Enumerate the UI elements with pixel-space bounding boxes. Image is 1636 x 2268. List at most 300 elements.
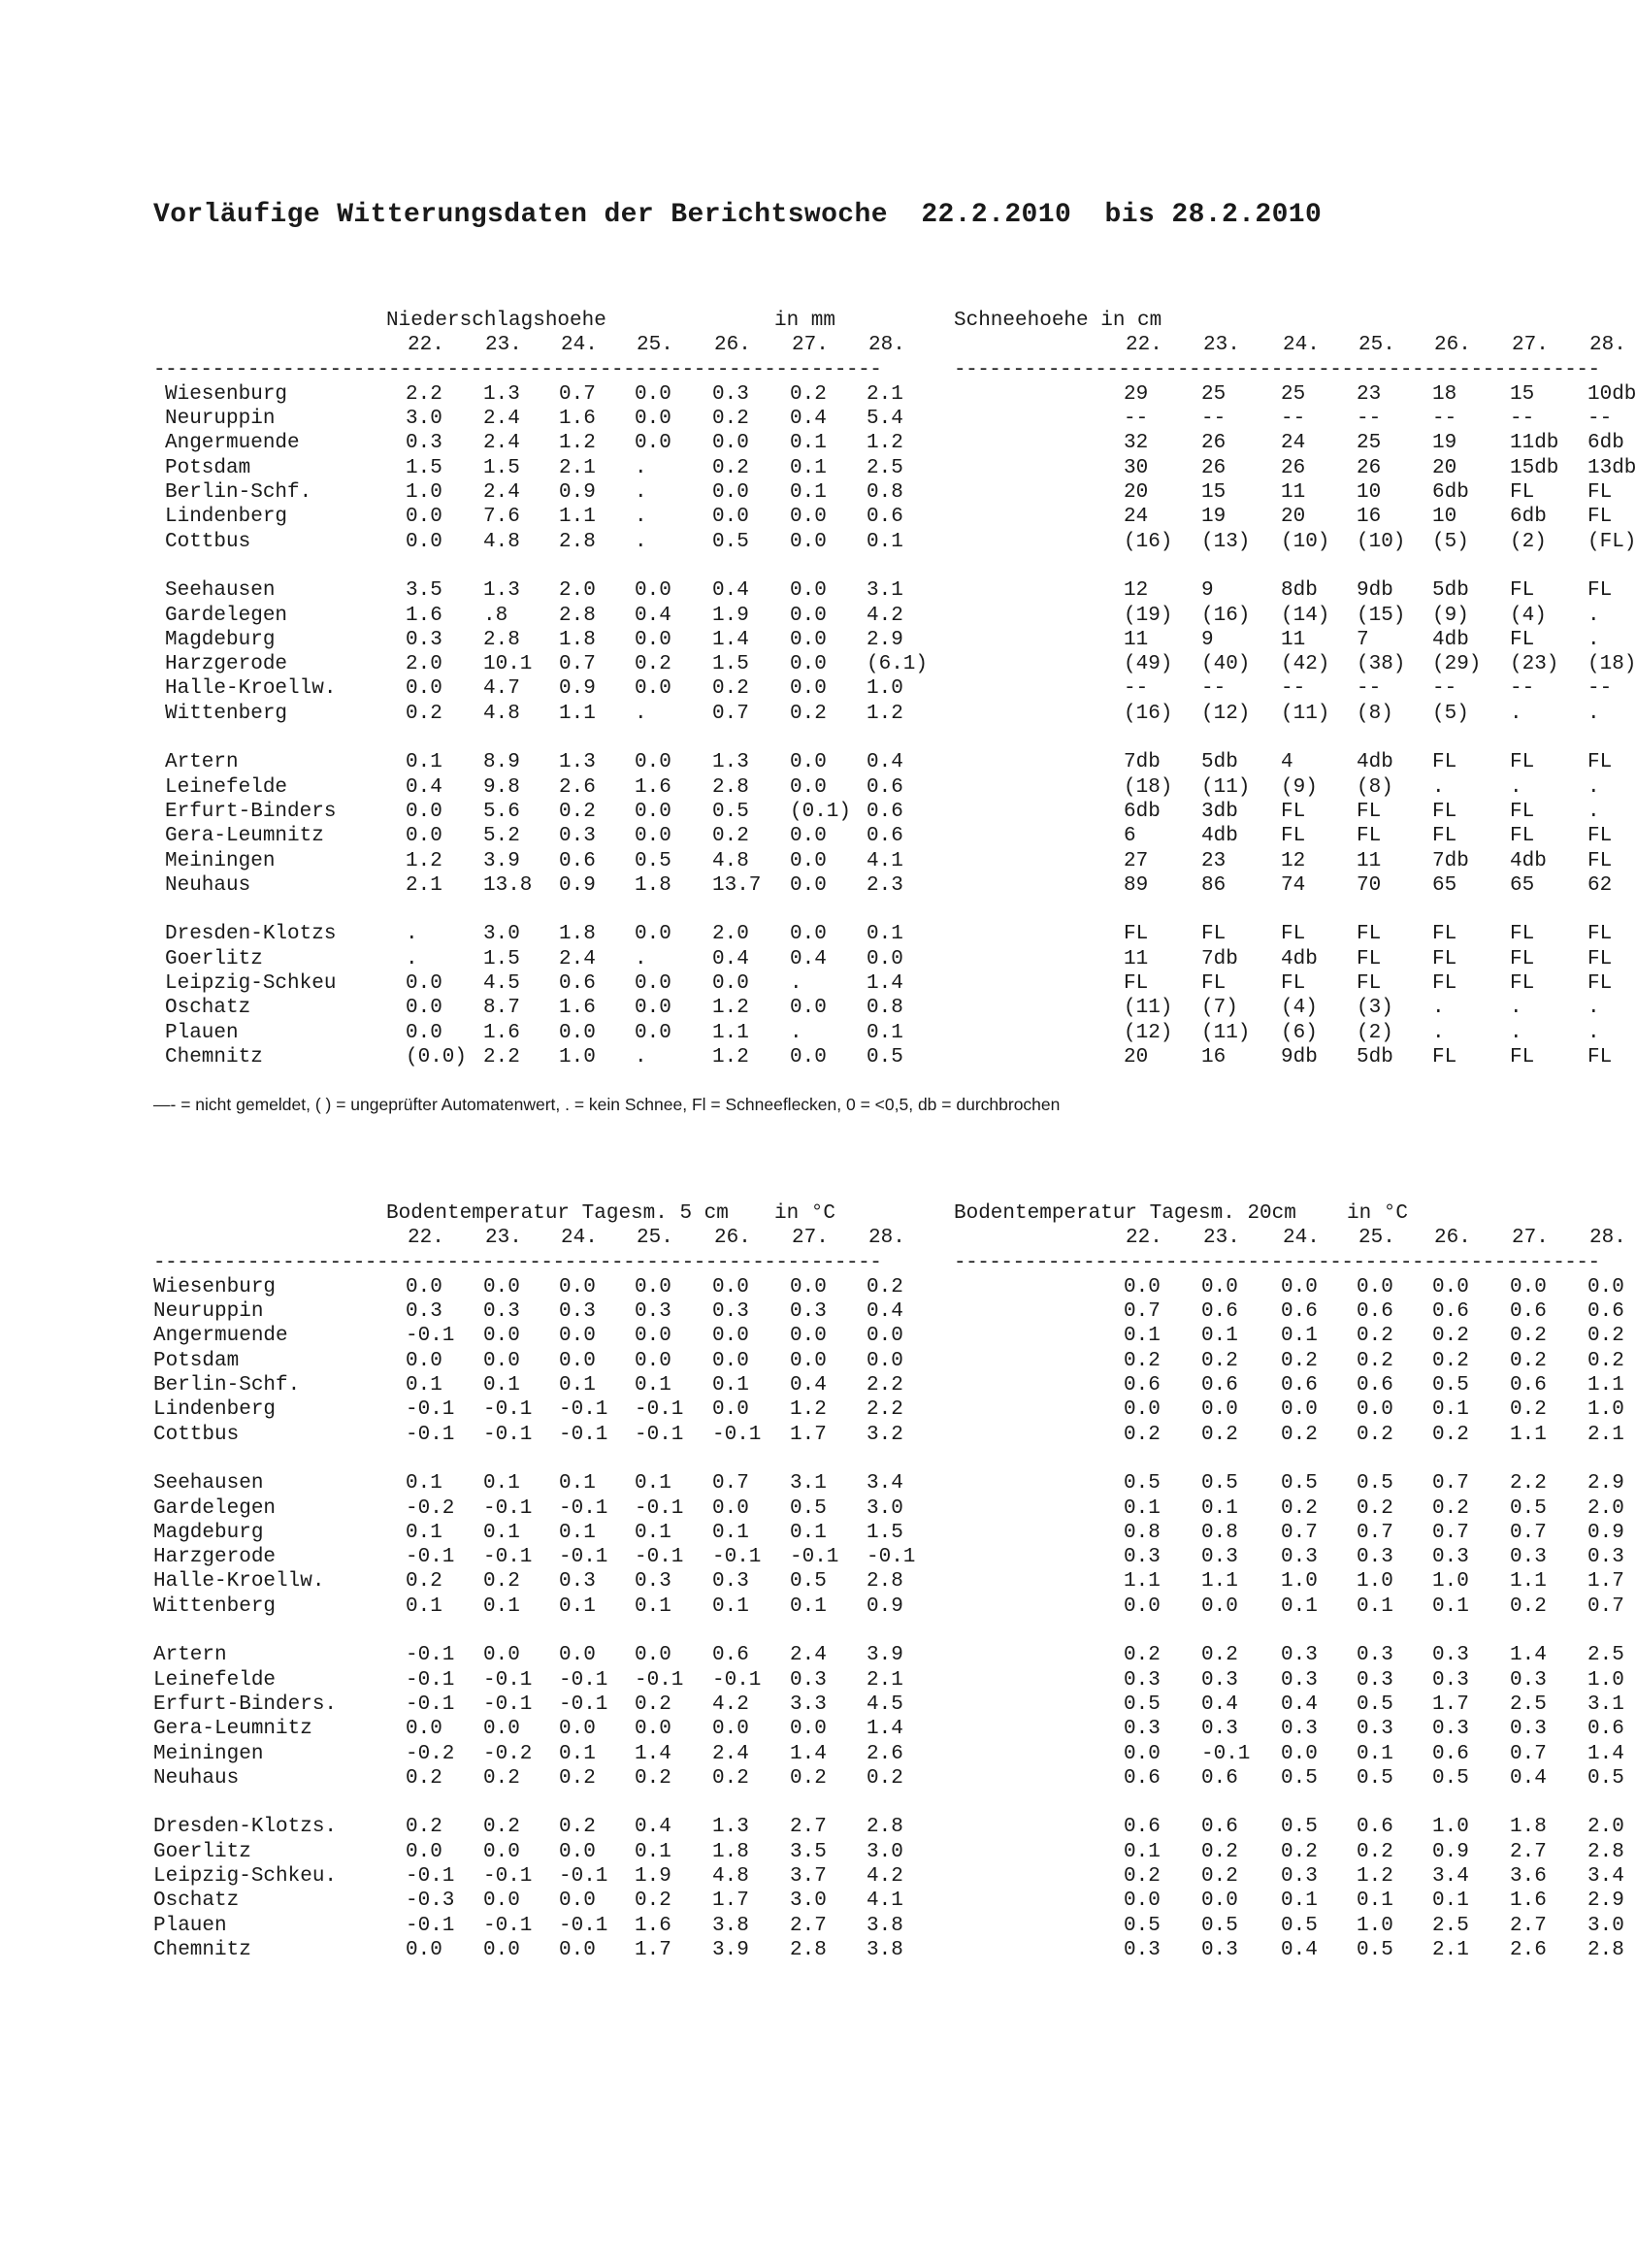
cell-value: 0.3 <box>1281 1644 1318 1667</box>
station-name: Chemnitz <box>165 1045 263 1068</box>
cell-value: 0.0 <box>406 800 442 823</box>
cell-value: (3) <box>1357 997 1393 1020</box>
cell-value: 3.8 <box>867 1914 903 1937</box>
cell-value: 0.1 <box>1201 1325 1238 1348</box>
cell-value: 0.1 <box>867 530 903 553</box>
cell-value: . <box>1510 997 1522 1020</box>
cell-value: . <box>406 923 418 946</box>
cell-value: -- <box>1432 677 1457 701</box>
cell-value: 0.1 <box>635 1594 671 1618</box>
cell-value: 1.1 <box>1201 1570 1238 1594</box>
cell-value: 4db <box>1201 825 1238 848</box>
cell-value: 0.3 <box>1124 1718 1161 1741</box>
cell-value: 0.2 <box>1124 1423 1161 1446</box>
separator-line: ------------------------------------------------------- <box>954 358 1600 381</box>
cell-value: 0.6 <box>1201 1766 1238 1790</box>
cell-value: 0.3 <box>635 1300 671 1324</box>
cell-value: FL <box>1587 849 1613 872</box>
day-label: 23. <box>1203 334 1240 357</box>
cell-value: 2.0 <box>1587 1496 1624 1520</box>
cell-value: 1.2 <box>559 432 596 455</box>
cell-value: 3.5 <box>406 579 442 603</box>
cell-value: -0.2 <box>483 1742 533 1765</box>
cell-value: 0.0 <box>635 579 671 603</box>
cell-value: 65 <box>1432 873 1457 897</box>
cell-value: 0.0 <box>1201 1594 1238 1618</box>
cell-value: 0.5 <box>1587 1766 1624 1790</box>
cell-value: 1.4 <box>1510 1644 1547 1667</box>
cell-value: 0.7 <box>1587 1594 1624 1618</box>
cell-value: 0.0 <box>406 1021 442 1044</box>
cell-value: 0.1 <box>712 1521 749 1544</box>
cell-value: 0.2 <box>1281 1496 1318 1520</box>
cell-value: (5) <box>1432 530 1469 553</box>
cell-value: 3.0 <box>483 923 520 946</box>
cell-value: 19 <box>1432 432 1457 455</box>
cell-value: 11 <box>1124 628 1149 651</box>
cell-value: 0.0 <box>712 972 749 996</box>
cell-value: 1.2 <box>790 1398 827 1422</box>
station-name: Wiesenburg <box>153 1275 277 1298</box>
cell-value: 0.3 <box>483 1300 520 1324</box>
cell-value: 0.8 <box>867 997 903 1020</box>
cell-value: 0.0 <box>1201 1398 1238 1422</box>
cell-value: 1.6 <box>635 775 671 799</box>
cell-value: 3db <box>1201 800 1238 823</box>
cell-value: 0.2 <box>1432 1423 1469 1446</box>
cell-value: 0.7 <box>1281 1521 1318 1544</box>
cell-value: 25 <box>1357 432 1382 455</box>
cell-value: 0.0 <box>712 1496 749 1520</box>
station-name: Neuhaus <box>165 873 251 897</box>
cell-value: 1.3 <box>483 382 520 406</box>
cell-value: 4db <box>1432 628 1469 651</box>
cell-value: 0.4 <box>406 775 442 799</box>
cell-value: 5.6 <box>483 800 520 823</box>
cell-value: 0.0 <box>790 1045 827 1068</box>
cell-value: 1.0 <box>867 677 903 701</box>
cell-value: (12) <box>1124 1021 1173 1044</box>
day-label: 23. <box>485 1227 522 1250</box>
cell-value: 0.0 <box>712 481 749 505</box>
legend-text: —- = nicht gemeldet, ( ) = ungeprüfter Automatenwert, . = kein Schnee, Fl = Schneeflecken, 0 = <0,5, db = durchbrochen <box>153 1095 1061 1114</box>
cell-value: 0.5 <box>1281 1766 1318 1790</box>
cell-value: 1.9 <box>712 604 749 627</box>
cell-value: 2.3 <box>867 873 903 897</box>
cell-value: -0.1 <box>406 1668 455 1692</box>
cell-value: -0.1 <box>635 1496 684 1520</box>
right-section-title: Bodentemperatur Tagesm. 20cm <box>954 1202 1296 1225</box>
station-name: Plauen <box>153 1914 227 1937</box>
cell-value: 0.2 <box>483 1816 520 1839</box>
cell-value: 0.3 <box>712 1300 749 1324</box>
cell-value: 1.1 <box>712 1021 749 1044</box>
cell-value: 0.5 <box>1510 1496 1547 1520</box>
cell-value: 0.2 <box>1357 1423 1393 1446</box>
cell-value: 0.5 <box>712 530 749 553</box>
cell-value: 2.6 <box>1510 1938 1547 1961</box>
cell-value: 0.2 <box>559 800 596 823</box>
cell-value: 0.3 <box>1201 1938 1238 1961</box>
cell-value: 1.0 <box>1357 1914 1393 1937</box>
cell-value: 0.6 <box>1201 1300 1238 1324</box>
cell-value: 2.4 <box>559 947 596 970</box>
cell-value: . <box>1432 1021 1445 1044</box>
cell-value: 0.5 <box>1124 1693 1161 1716</box>
cell-value: FL <box>1587 947 1613 970</box>
cell-value: 27 <box>1124 849 1149 872</box>
station-name: Erfurt-Binders <box>165 800 337 823</box>
separator-line: -------------------------------------------------------------- <box>153 358 882 381</box>
cell-value: -0.1 <box>406 1865 455 1889</box>
cell-value: 1.4 <box>867 1718 903 1741</box>
day-label: 25. <box>637 1227 673 1250</box>
cell-value: -0.1 <box>712 1668 762 1692</box>
cell-value: 0.7 <box>1510 1742 1547 1765</box>
cell-value: 2.2 <box>1510 1472 1547 1496</box>
cell-value: 2.0 <box>1587 1816 1624 1839</box>
cell-value: 2.4 <box>790 1644 827 1667</box>
cell-value: 0.6 <box>1201 1816 1238 1839</box>
cell-value: 0.5 <box>1281 1472 1318 1496</box>
cell-value: 2.7 <box>790 1816 827 1839</box>
cell-value: 0.0 <box>790 775 827 799</box>
day-label: 26. <box>714 334 751 357</box>
cell-value: 0.3 <box>559 1570 596 1594</box>
cell-value: -0.1 <box>712 1546 762 1569</box>
cell-value: 0.0 <box>406 1840 442 1863</box>
cell-value: 4db <box>1357 751 1393 774</box>
cell-value: 26 <box>1201 456 1227 479</box>
cell-value: 0.0 <box>712 1718 749 1741</box>
day-label: 24. <box>561 1227 598 1250</box>
cell-value: .8 <box>483 604 508 627</box>
cell-value: 0.7 <box>1124 1300 1161 1324</box>
cell-value: 0.2 <box>635 1766 671 1790</box>
station-name: Neuruppin <box>153 1300 264 1324</box>
cell-value: 23 <box>1357 382 1382 406</box>
cell-value: 0.0 <box>635 1718 671 1741</box>
cell-value: 0.5 <box>1357 1938 1393 1961</box>
cell-value: -0.1 <box>483 1914 533 1937</box>
cell-value: -0.1 <box>559 1668 608 1692</box>
cell-value: 0.6 <box>1432 1742 1469 1765</box>
cell-value: -- <box>1587 677 1613 701</box>
cell-value: 13.7 <box>712 873 762 897</box>
cell-value: 0.1 <box>1201 1496 1238 1520</box>
cell-value: 24 <box>1124 506 1149 529</box>
cell-value: 2.8 <box>867 1570 903 1594</box>
cell-value: 3.9 <box>483 849 520 872</box>
cell-value: 0.1 <box>406 751 442 774</box>
cell-value: 0.6 <box>1124 1766 1161 1790</box>
cell-value: 0.0 <box>635 800 671 823</box>
cell-value: 0.2 <box>406 1570 442 1594</box>
cell-value: 1.0 <box>1281 1570 1318 1594</box>
cell-value: 1.0 <box>1432 1816 1469 1839</box>
cell-value: 26 <box>1357 456 1382 479</box>
cell-value: 0.0 <box>559 1840 596 1863</box>
cell-value: 0.0 <box>635 1349 671 1372</box>
cell-value: 0.2 <box>1281 1840 1318 1863</box>
cell-value: 0.3 <box>1357 1546 1393 1569</box>
cell-value: 0.2 <box>1201 1840 1238 1863</box>
cell-value: 0.3 <box>1124 1938 1161 1961</box>
cell-value: FL <box>1281 923 1306 946</box>
cell-value: 0.0 <box>867 1349 903 1372</box>
cell-value: 0.3 <box>1432 1546 1469 1569</box>
cell-value: 0.5 <box>635 849 671 872</box>
cell-value: 0.1 <box>483 1521 520 1544</box>
cell-value: . <box>635 530 647 553</box>
cell-value: 0.0 <box>635 1644 671 1667</box>
cell-value: 0.3 <box>559 1300 596 1324</box>
cell-value: 0.0 <box>790 677 827 701</box>
station-name: Wittenberg <box>153 1594 277 1618</box>
cell-value: 0.1 <box>1281 1890 1318 1913</box>
cell-value: (23) <box>1510 653 1559 676</box>
cell-value: 0.0 <box>790 530 827 553</box>
cell-value: 0.3 <box>712 1570 749 1594</box>
cell-value: 0.0 <box>483 1349 520 1372</box>
station-name: Artern <box>165 751 239 774</box>
cell-value: 4.2 <box>712 1693 749 1716</box>
cell-value: 0.7 <box>1357 1521 1393 1544</box>
cell-value: 11 <box>1357 849 1382 872</box>
cell-value: FL <box>1357 800 1382 823</box>
cell-value: -0.1 <box>406 1644 455 1667</box>
cell-value: (6) <box>1281 1021 1318 1044</box>
cell-value: . <box>1432 997 1445 1020</box>
cell-value: 0.6 <box>1510 1374 1547 1397</box>
cell-value: 2.1 <box>559 456 596 479</box>
cell-value: -0.1 <box>559 1914 608 1937</box>
cell-value: 0.6 <box>1201 1374 1238 1397</box>
cell-value: 0.3 <box>406 1300 442 1324</box>
cell-value: FL <box>1587 972 1613 996</box>
cell-value: 1.6 <box>559 997 596 1020</box>
station-name: Cottbus <box>165 530 251 553</box>
cell-value: 0.1 <box>635 1472 671 1496</box>
cell-value: 5db <box>1357 1045 1393 1068</box>
cell-value: 0.1 <box>483 1594 520 1618</box>
cell-value: 0.6 <box>559 849 596 872</box>
cell-value: (16) <box>1124 530 1173 553</box>
cell-value: (8) <box>1357 775 1393 799</box>
cell-value: . <box>635 506 647 529</box>
day-label: 26. <box>1434 334 1471 357</box>
cell-value: 4.1 <box>867 1890 903 1913</box>
day-label: 24. <box>1283 334 1320 357</box>
cell-value: 0.2 <box>406 702 442 725</box>
cell-value: 5.2 <box>483 825 520 848</box>
cell-value: 0.7 <box>712 1472 749 1496</box>
cell-value: 0.0 <box>483 1890 520 1913</box>
cell-value: 0.0 <box>1432 1275 1469 1298</box>
cell-value: 29 <box>1124 382 1149 406</box>
cell-value: 16 <box>1201 1045 1227 1068</box>
cell-value: 0.3 <box>1201 1668 1238 1692</box>
cell-value: 0.2 <box>1124 1644 1161 1667</box>
station-name: Berlin-Schf. <box>165 481 312 505</box>
cell-value: FL <box>1587 1045 1613 1068</box>
cell-value: 0.5 <box>1357 1693 1393 1716</box>
cell-value: 0.2 <box>559 1766 596 1790</box>
cell-value: 11 <box>1281 628 1306 651</box>
cell-value: 0.3 <box>1201 1718 1238 1741</box>
cell-value: 0.6 <box>1281 1374 1318 1397</box>
cell-value: 0.2 <box>1510 1398 1547 1422</box>
cell-value: 0.3 <box>1281 1546 1318 1569</box>
cell-value: 0.2 <box>1357 1496 1393 1520</box>
cell-value: (2) <box>1510 530 1547 553</box>
day-label: 27. <box>792 334 829 357</box>
cell-value: 0.6 <box>1281 1300 1318 1324</box>
cell-value: 4.8 <box>712 1865 749 1889</box>
cell-value: FL <box>1432 947 1457 970</box>
cell-value: 9db <box>1357 579 1393 603</box>
cell-value: (29) <box>1432 653 1482 676</box>
cell-value: 5.4 <box>867 408 903 431</box>
cell-value: 74 <box>1281 873 1306 897</box>
cell-value: 0.0 <box>406 530 442 553</box>
station-name: Chemnitz <box>153 1938 251 1961</box>
cell-value: 0.1 <box>867 923 903 946</box>
cell-value: FL <box>1281 800 1306 823</box>
cell-value: 0.6 <box>1432 1300 1469 1324</box>
cell-value: (38) <box>1357 653 1406 676</box>
day-label: 22. <box>1126 334 1162 357</box>
cell-value: . <box>635 702 647 725</box>
cell-value: 0.7 <box>712 702 749 725</box>
cell-value: 0.1 <box>559 1742 596 1765</box>
cell-value: . <box>1432 775 1445 799</box>
cell-value: 0.3 <box>406 628 442 651</box>
cell-value: -- <box>1124 408 1149 431</box>
cell-value: 0.4 <box>790 1374 827 1397</box>
cell-value: 0.3 <box>790 1668 827 1692</box>
cell-value: 0.0 <box>559 1021 596 1044</box>
cell-value: 0.3 <box>1124 1668 1161 1692</box>
cell-value: 0.2 <box>1201 1349 1238 1372</box>
cell-value: -0.1 <box>483 1865 533 1889</box>
cell-value: 0.4 <box>790 408 827 431</box>
cell-value: 0.0 <box>483 1718 520 1741</box>
cell-value: 0.1 <box>635 1521 671 1544</box>
day-label: 23. <box>1203 1227 1240 1250</box>
cell-value: FL <box>1357 972 1382 996</box>
cell-value: FL <box>1432 972 1457 996</box>
cell-value: 0.0 <box>790 751 827 774</box>
cell-value: 1.2 <box>712 1045 749 1068</box>
cell-value: 1.1 <box>1510 1423 1547 1446</box>
day-label: 22. <box>408 1227 444 1250</box>
cell-value: 0.2 <box>1281 1349 1318 1372</box>
cell-value: (42) <box>1281 653 1330 676</box>
cell-value: 0.6 <box>1357 1300 1393 1324</box>
cell-value: 0.4 <box>867 1300 903 1324</box>
cell-value: (11) <box>1201 1021 1251 1044</box>
cell-value: 0.1 <box>712 1594 749 1618</box>
cell-value: (15) <box>1357 604 1406 627</box>
cell-value: 0.5 <box>1201 1914 1238 1937</box>
cell-value: (7) <box>1201 997 1238 1020</box>
cell-value: 0.1 <box>483 1374 520 1397</box>
cell-value: 2.9 <box>1587 1472 1624 1496</box>
day-label: 22. <box>1126 1227 1162 1250</box>
cell-value: FL <box>1587 506 1613 529</box>
cell-value: 0.0 <box>1124 1742 1161 1765</box>
cell-value: 0.0 <box>1281 1398 1318 1422</box>
cell-value: 0.3 <box>406 432 442 455</box>
cell-value: 0.5 <box>1432 1766 1469 1790</box>
cell-value: (6.1) <box>867 653 929 676</box>
cell-value: -- <box>1201 677 1227 701</box>
cell-value: 0.1 <box>790 1521 827 1544</box>
station-name: Halle-Kroellw. <box>153 1570 325 1594</box>
cell-value: . <box>1587 604 1600 627</box>
cell-value: 0.2 <box>1587 1325 1624 1348</box>
day-label: 25. <box>637 334 673 357</box>
cell-value: 0.0 <box>559 1325 596 1348</box>
cell-value: 0.6 <box>1587 1718 1624 1741</box>
cell-value: 1.1 <box>1510 1570 1547 1594</box>
cell-value: 7db <box>1432 849 1469 872</box>
station-name: Leipzig-Schkeu <box>165 972 337 996</box>
cell-value: . <box>1587 1021 1600 1044</box>
cell-value: 1.8 <box>635 873 671 897</box>
cell-value: 10 <box>1357 481 1382 505</box>
cell-value: 4.8 <box>483 530 520 553</box>
cell-value: 0.5 <box>1124 1914 1161 1937</box>
cell-value: 1.7 <box>712 1890 749 1913</box>
cell-value: 4db <box>1281 947 1318 970</box>
cell-value: 0.0 <box>790 997 827 1020</box>
cell-value: 0.2 <box>635 653 671 676</box>
cell-value: 0.0 <box>406 506 442 529</box>
cell-value: 3.9 <box>712 1938 749 1961</box>
cell-value: 3.1 <box>790 1472 827 1496</box>
cell-value: 0.8 <box>867 481 903 505</box>
cell-value: 1.3 <box>483 579 520 603</box>
cell-value: -0.1 <box>559 1423 608 1446</box>
cell-value: 0.0 <box>635 382 671 406</box>
cell-value: 0.2 <box>1510 1349 1547 1372</box>
cell-value: 0.5 <box>1281 1914 1318 1937</box>
station-name: Cottbus <box>153 1423 240 1446</box>
cell-value: 0.9 <box>559 873 596 897</box>
cell-value: 2.1 <box>867 382 903 406</box>
cell-value: 20 <box>1281 506 1306 529</box>
cell-value: 0.1 <box>790 432 827 455</box>
cell-value: . <box>635 456 647 479</box>
cell-value: -0.1 <box>406 1423 455 1446</box>
day-label: 25. <box>1358 334 1395 357</box>
cell-value: -- <box>1357 677 1382 701</box>
cell-value: 1.6 <box>1510 1890 1547 1913</box>
cell-value: 0.0 <box>790 579 827 603</box>
cell-value: 0.0 <box>406 1718 442 1741</box>
cell-value: 1.0 <box>1357 1570 1393 1594</box>
cell-value: 0.3 <box>559 825 596 848</box>
cell-value: 0.2 <box>559 1816 596 1839</box>
cell-value: 1.4 <box>867 972 903 996</box>
day-label: 28. <box>868 334 905 357</box>
cell-value: 0.2 <box>1124 1865 1161 1889</box>
cell-value: 0.4 <box>635 1816 671 1839</box>
cell-value: 1.4 <box>712 628 749 651</box>
cell-value: 1.7 <box>790 1423 827 1446</box>
